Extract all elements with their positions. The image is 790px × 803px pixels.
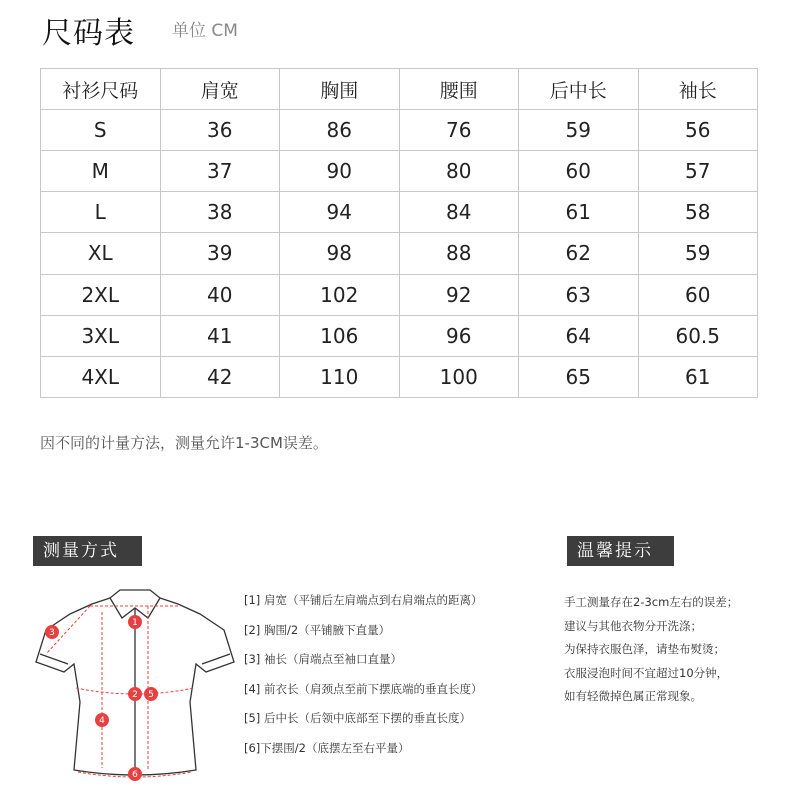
shirt-diagram xyxy=(30,584,240,784)
table-row xyxy=(41,315,758,356)
table-cell: 63 xyxy=(519,274,639,315)
list-item: [1] 肩宽（平铺后左肩端点到右肩端点的距离） xyxy=(244,593,483,607)
table-cell: 80 xyxy=(399,151,519,192)
table-cell: 40 xyxy=(160,274,280,315)
diagram-marker: 5 xyxy=(148,690,154,700)
tip-line: 如有轻微掉色属正常现象。 xyxy=(564,689,702,704)
measure-section-title: 测量方式 xyxy=(33,536,142,566)
column-header: 胸围 xyxy=(280,69,400,110)
table-cell: S xyxy=(41,110,161,151)
table-row xyxy=(41,233,758,274)
table-row xyxy=(41,274,758,315)
column-header: 衬衫尺码 xyxy=(41,69,161,110)
tips-section-title: 温馨提示 xyxy=(567,536,674,566)
table-cell: 60 xyxy=(519,151,639,192)
table-cell: 106 xyxy=(280,315,400,356)
table-row xyxy=(41,151,758,192)
table-cell: 41 xyxy=(160,315,280,356)
list-item: [3] 袖长（肩端点至袖口直量） xyxy=(244,652,402,666)
table-cell: 90 xyxy=(280,151,400,192)
table-cell: XL xyxy=(41,233,161,274)
table-cell: 39 xyxy=(160,233,280,274)
table-row xyxy=(41,110,758,151)
table-cell: 59 xyxy=(638,233,758,274)
table-cell: M xyxy=(41,151,161,192)
table-cell: 61 xyxy=(638,356,758,397)
table-cell: 94 xyxy=(280,192,400,233)
table-cell: 110 xyxy=(280,356,400,397)
table-row xyxy=(41,192,758,233)
diagram-marker: 4 xyxy=(99,716,105,726)
column-header: 袖长 xyxy=(638,69,758,110)
table-cell: 88 xyxy=(399,233,519,274)
measurement-list xyxy=(244,592,482,769)
table-cell: 3XL xyxy=(41,315,161,356)
table-cell: 84 xyxy=(399,192,519,233)
tip-line: 为保持衣服色泽，请垫布熨烫； xyxy=(564,642,725,657)
table-cell: 62 xyxy=(519,233,639,274)
list-item: [4] 前衣长（肩颈点至前下摆底端的垂直长度） xyxy=(244,681,483,696)
table-cell: 56 xyxy=(638,110,758,151)
table-header-row xyxy=(41,69,758,110)
diagram-marker: 1 xyxy=(132,618,138,628)
table-cell: 102 xyxy=(280,274,400,315)
diagram-marker: 2 xyxy=(132,690,138,700)
diagram-marker: 3 xyxy=(49,628,55,638)
table-cell: 60 xyxy=(638,274,758,315)
table-cell: 37 xyxy=(160,151,280,192)
table-cell: 64 xyxy=(519,315,639,356)
list-item: [5] 后中长（后领中底部至下摆的垂直长度） xyxy=(244,711,471,725)
table-cell: 65 xyxy=(519,356,639,397)
table-cell: 58 xyxy=(638,192,758,233)
table-cell: 60.5 xyxy=(638,315,758,356)
table-row xyxy=(41,356,758,397)
table-cell: 42 xyxy=(160,356,280,397)
table-cell: 59 xyxy=(519,110,639,151)
list-item: [2] 胸围/2（平铺腋下直量） xyxy=(244,622,391,637)
table-cell: 86 xyxy=(280,110,400,151)
table-cell: 2XL xyxy=(41,274,161,315)
column-header: 肩宽 xyxy=(160,69,280,110)
table-cell: L xyxy=(41,192,161,233)
table-cell: 4XL xyxy=(41,356,161,397)
column-header: 腰围 xyxy=(399,69,519,110)
page-title: 尺码表 xyxy=(42,16,135,51)
table-cell: 100 xyxy=(399,356,519,397)
measurement-note: 因不同的计量方法，测量允许1-3CM误差。 xyxy=(40,434,328,452)
tip-line: 手工测量存在2-3cm左右的误差； xyxy=(564,595,739,609)
column-header: 后中长 xyxy=(519,69,639,110)
table-cell: 57 xyxy=(638,151,758,192)
table-cell: 76 xyxy=(399,110,519,151)
table-cell: 61 xyxy=(519,192,639,233)
tip-line: 衣服浸泡时间不宜超过10分钟， xyxy=(564,665,729,680)
diagram-marker: 6 xyxy=(132,770,138,780)
table-cell: 38 xyxy=(160,192,280,233)
list-item: [6]下摆围/2（底摆左至右平量） xyxy=(244,740,410,755)
tip-line: 建议与其他衣物分开洗涤； xyxy=(564,618,702,633)
tips-list xyxy=(564,594,738,712)
table-cell: 36 xyxy=(160,110,280,151)
table-cell: 92 xyxy=(399,274,519,315)
table-cell: 98 xyxy=(280,233,400,274)
unit-label: 单位 CM xyxy=(172,21,238,41)
table-cell: 96 xyxy=(399,315,519,356)
size-table xyxy=(40,68,758,398)
